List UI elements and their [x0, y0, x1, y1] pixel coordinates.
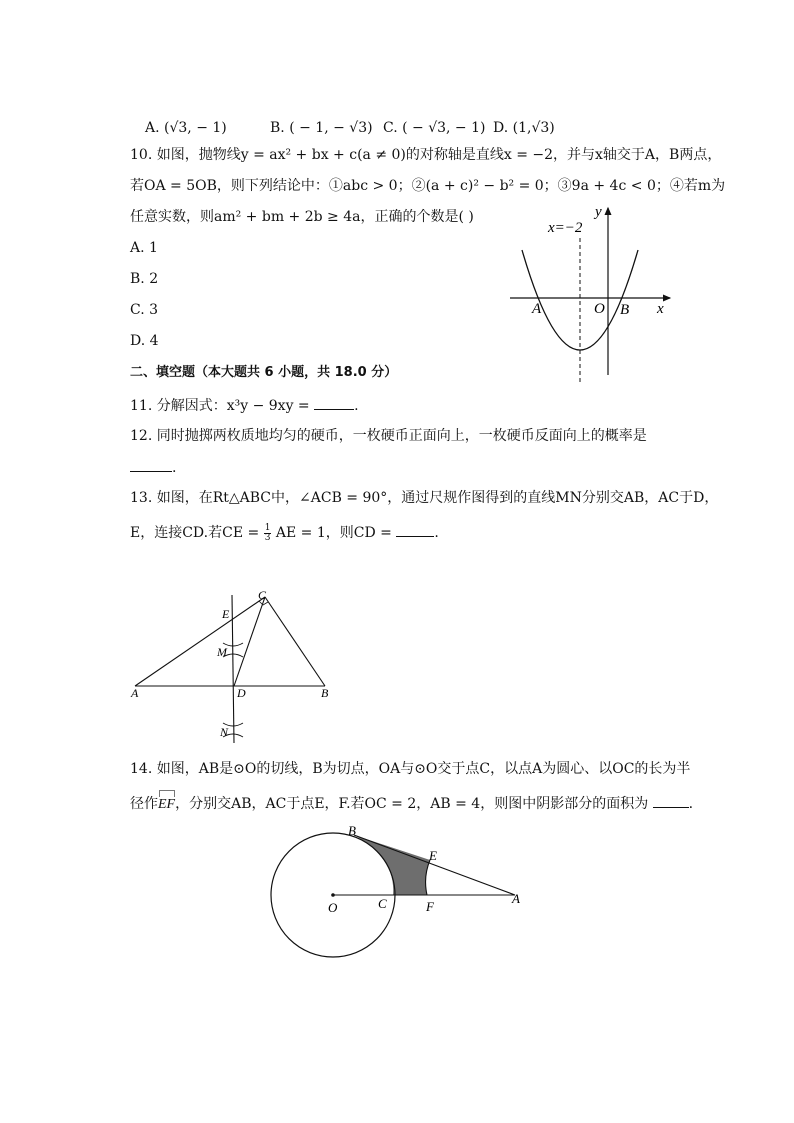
q14-circle-figure [260, 820, 540, 970]
q13-triangle-figure [125, 585, 345, 745]
label-n: N [220, 725, 229, 739]
q11-end: . [354, 398, 359, 414]
q14-blank[interactable] [653, 793, 689, 808]
parabola-curve [522, 250, 638, 350]
q9-option-b: B. ( − 1, − √3) [270, 120, 373, 136]
q11-line [130, 395, 359, 416]
label-d: D [237, 686, 246, 700]
label-f: F [426, 899, 434, 914]
q13-fraction-denominator: 3 [264, 532, 271, 543]
label-c: C [378, 896, 387, 911]
q10-option-d: D. 4 [130, 333, 159, 349]
section-title: 二、填空题（本大题共 6 小题，共 18.0 分） [130, 365, 398, 380]
q14-line-2 [130, 793, 693, 815]
q10-option-c: C. 3 [130, 302, 159, 318]
x-axis-label: x [657, 301, 664, 317]
segment-cb [265, 597, 325, 686]
label-m: M [217, 645, 227, 659]
q13-fraction [264, 524, 272, 543]
q13-line-1: 13. 如图，在Rt△ABC中，∠ACB = 90°，通过尺规作图得到的直线MN分别交AB，AC于D， [130, 490, 719, 506]
q10-parabola-figure [500, 200, 680, 390]
q14-arc-notation [158, 794, 175, 815]
q10-option-a: A. 1 [130, 240, 158, 256]
y-axis-label: y [595, 204, 602, 220]
q12-line: 12. 同时抛掷两枚质地均匀的硬币，一枚硬币正面向上，一枚硬币反面向上的概率是 [130, 428, 647, 444]
q9-option-d: D. (1,√3) [493, 120, 555, 136]
q14-text-a: 径作 [130, 796, 158, 812]
q13-blank[interactable] [396, 522, 434, 537]
q10-line-2: 若OA = 5OB，则下列结论中：①abc > 0；②(a + c)² − b² = 0；③9a + 4c < 0；④若m为 [130, 178, 726, 194]
symmetry-axis-label: x=−2 [548, 220, 583, 236]
q9-option-c: C. ( − √3, − 1) [383, 120, 486, 136]
q14-line-1: 14. 如图，AB是⊙O的切线，B为切点，OA与⊙O交于点C，以点A为圆心、以OC的长为半 [130, 761, 691, 777]
label-a: A [131, 686, 139, 700]
q13-end: . [434, 525, 439, 541]
segment-ac [135, 597, 265, 686]
label-o: O [328, 900, 338, 915]
q13-text-b: AE = 1，则CD = [275, 525, 392, 541]
q10-line-3: 任意实数，则am² + bm + 2b ≥ 4a，正确的个数是( ) [130, 209, 474, 225]
q14-text-b: ，分别交AB，AC于点E，F.若OC = 2，AB = 4，则图中阴影部分的面积为 [175, 796, 649, 812]
label-b: B [348, 823, 356, 838]
q14-arc-label: EF [158, 797, 176, 812]
q10-option-b: B. 2 [130, 271, 159, 287]
label-c: C [258, 588, 267, 602]
line-mn [232, 595, 234, 743]
center-point [331, 893, 335, 897]
point-b-label: B [620, 302, 630, 318]
segment-ba [354, 835, 515, 895]
q12-end: . [172, 460, 177, 476]
label-b: B [321, 686, 329, 700]
q13-fraction-numerator: 1 [264, 522, 271, 533]
arc-symbol [159, 790, 175, 797]
label-e: E [429, 848, 437, 863]
label-a: A [512, 891, 520, 906]
point-a-label: A [532, 301, 542, 317]
q12-answer-line [130, 457, 176, 478]
q11-blank[interactable] [314, 395, 354, 410]
q13-text-a: E，连接CD.若CE = [130, 525, 260, 541]
q13-line-2 [130, 522, 439, 543]
q14-end: . [688, 796, 694, 812]
q12-blank[interactable] [130, 457, 172, 472]
q11-text: 11. 分解因式：x³y − 9xy = [130, 398, 310, 414]
origin-label: O [594, 301, 605, 317]
label-e: E [222, 607, 230, 621]
shaded-region [354, 835, 430, 895]
q10-line-1: 10. 如图，抛物线y = ax² + bx + c(a ≠ 0)的对称轴是直线x = −2，并与x轴交于A，B两点， [130, 147, 722, 163]
q9-option-a: A. (√3, − 1) [145, 120, 227, 136]
segment-cd [234, 597, 265, 686]
